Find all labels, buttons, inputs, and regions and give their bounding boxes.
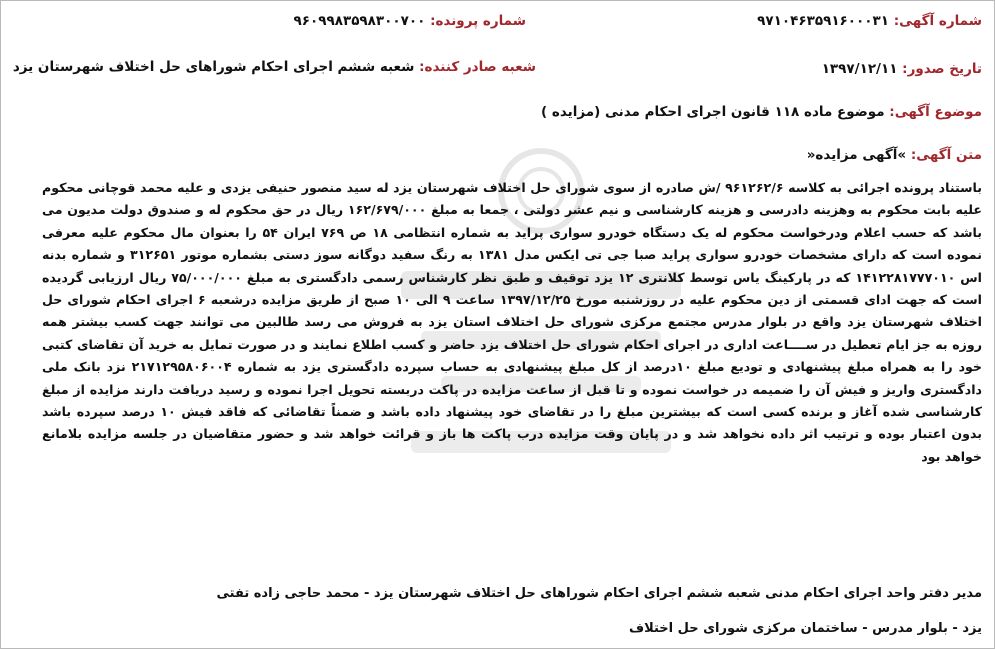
notice-text-label: متن آگهی:: [910, 147, 982, 163]
file-number-label: شماره پرونده:: [430, 13, 526, 29]
issue-date-row: [822, 60, 982, 78]
issuer-label: شعبه صادر کننده:: [419, 59, 536, 75]
notice-text-row: [807, 146, 982, 164]
issuer-row: [13, 58, 536, 76]
file-number-row: [294, 12, 526, 30]
signature: مدیر دفتر واحد اجرای احکام مدنی شعبه ششم اجرای احکام شوراهای حل اختلاف شهرستان یزد - محمد حاجی زاده تفتی: [216, 586, 982, 601]
address: یزد - بلوار مدرس - ساختمان مرکزی شورای حل اختلاف: [628, 621, 982, 636]
file-number-value: ۹۶۰۹۹۸۳۵۹۸۳۰۰۷۰۰: [293, 13, 426, 29]
notice-number-label: شماره آگهی:: [893, 13, 982, 29]
issue-date-value: ۱۳۹۷/۱۲/۱۱: [821, 61, 898, 77]
issuer-value: شعبه ششم اجرای احکام شوراهای حل اختلاف شهرستان یزد: [12, 59, 415, 75]
subject-row: [541, 103, 982, 121]
notice-body-paragraph: باستناد پرونده اجرائی به کلاسه ۹۶۱۲۶۲/۶ /ش صادره از سوی شورای حل اختلاف شهرستان یزد له سید منصور حنیفی یزدی و علیه محمد قوچانی محکوم علیه بابت محکوم به وهزینه دادرسی و هزینه کارشناسی و نیم عشر دولتی ، جمعا به مبلغ ۱۶۲/۶۷۹/۰۰۰ ریال در حق محکوم له و صندوق دولت مدیون می باشد که حسب اعلام ودرخواست محکوم له یک دستگاه خودرو سواری پراید به شماره انتظامی ۱۸ ص ۷۶۹ ایران ۵۴ را بعنوان مال محکوم علیه معرفی نموده است که دارای مشخصات خودرو سواری پراید صبا جی تی ایکس مدل ۱۳۸۱ به رنگ سفید دوگانه سوز دستی بشماره موتور ۳۱۲۶۵۱ و شماره بدنه اس ۱۴۱۲۲۸۱۷۷۷۰۱۰ که در پارکینگ یاس توسط کلانتری ۱۲ یزد توقیف و طبق نظر کارشناس رسمی دادگستری به مبلغ ۷۵/۰۰۰/۰۰۰ ریال ارزیابی گردیده است که جهت ادای قسمتی از دین محکوم علیه در روزشنبه مورخ ۱۳۹۷/۱۲/۲۵ ساعت ۹ الی ۱۰ صبح از طریق مزایده درشعبه ۶ اجرای احکام شورای حل اختلاف شهرستان یزد واقع در بلوار مدرس مجتمع مرکزی شورای حل اختلاف استان یزد به فروش می رسد طالبین می توانند جهت کسب بیشتر همه روزه به جز ایام تعطیل در ســــاعت اداری در اجرای احکام شورای حل اختلاف یزد حاضر و کسب اطلاع نمایند و در صورت تمایل به خرید آن تقاضای کتبی خود را به همراه مبلغ پیشنهادی و تودیع مبلغ ۱۰درصد از کل مبلغ پیشنهادی به حساب سپرده دادگستری یزد به شماره ۲۱۷۱۲۹۵۸۰۶۰۰۴ نزد بانک ملی دادگستری واریز و فیش آن را ضمیمه در خواست نموده و تا قبل از ساعت مزایده در پاکت دربسته تحویل اجرا نموده و رسید دریافت دارند مزایده از مبلغ کارشناسی شده آغاز و برنده کسی است که بیشترین مبلغ را در تقاضای خود پیشنهاد داده باشد و ضمناً تقاضائی که فاقد فیش ۱۰ درصد سپرده باشد بدون اعتبار بوده و ترتیب اثر داده نخواهد شد و در پایان وقت مزایده درب پاکت ها باز و قرائت خواهد شد و حضور متقاضیان در جلسه مزایده بلامانع خواهد بود: [42, 180, 983, 464]
issue-date-label: تاریخ صدور:: [902, 61, 982, 77]
subject-label: موضوع آگهی:: [889, 104, 982, 120]
notice-number-value: ۹۷۱۰۴۶۳۵۹۱۶۰۰۰۳۱: [757, 13, 889, 29]
notice-text-heading: »آگهی مزایده«: [806, 147, 907, 163]
notice-body: [42, 177, 982, 468]
notice-number-row: [757, 12, 982, 30]
subject-value: موضوع ماده ۱۱۸ قانون اجرای احکام مدنی (مزایده ): [541, 104, 885, 120]
